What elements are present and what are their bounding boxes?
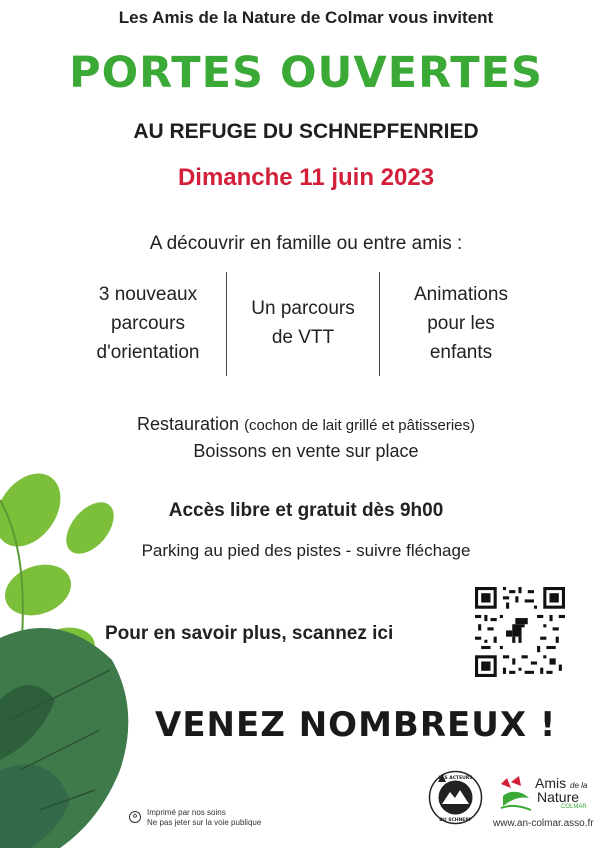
activity-animations: Animations pour les enfants	[414, 283, 508, 363]
column-divider	[226, 272, 227, 376]
restauration-label: Restauration	[136, 414, 240, 434]
call-to-action: VENEZ NOMBREUX !	[155, 705, 557, 745]
amis-de-la-nature-logo: Amis de la Nature COLMAR	[497, 770, 597, 814]
leaf-decoration	[0, 470, 135, 848]
scan-prompt: Pour en savoir plus, scannez ici	[105, 623, 394, 644]
print-notice: ♻ Imprimé par nos soins Ne pas jeter sur la voie publique	[133, 808, 261, 828]
event-date: Dimanche 11 juin 2023	[177, 164, 435, 191]
drinks-line: Boissons en vente sur place	[193, 441, 419, 461]
logo1-bottom-text: DU SCHNEPF	[439, 818, 472, 823]
activities-columns	[72, 270, 540, 376]
restauration-line	[0, 414, 612, 435]
website-link[interactable]: www.an-colmar.asso.fr	[493, 818, 594, 829]
parking-line: Parking au pied des pistes - suivre fléchage	[141, 541, 471, 560]
page-title: PORTES OUVERTES	[69, 48, 543, 98]
access-line: Accès libre et gratuit dès 9h00	[168, 500, 444, 521]
acteurs-du-schnepf-logo	[428, 770, 483, 825]
qr-code-icon[interactable]	[475, 587, 565, 677]
column-divider	[379, 272, 380, 376]
recycle-icon: ♻	[129, 811, 141, 823]
activities-intro: A découvrir en famille ou entre amis :	[149, 233, 463, 254]
activity-vtt: Un parcours de VTT	[251, 298, 355, 348]
subtitle: AU REFUGE DU SCHNEPFENRIED	[133, 120, 479, 143]
invite-line: Les Amis de la Nature de Colmar vous invitent	[118, 8, 494, 27]
logo1-top-text: LES ACTEURS	[438, 776, 473, 781]
restauration-detail: (cochon de lait grillé et pâtisseries)	[244, 417, 476, 434]
activity-orientation: 3 nouveaux parcours d'orientation	[96, 283, 200, 363]
nature-flower-icon	[497, 774, 533, 814]
